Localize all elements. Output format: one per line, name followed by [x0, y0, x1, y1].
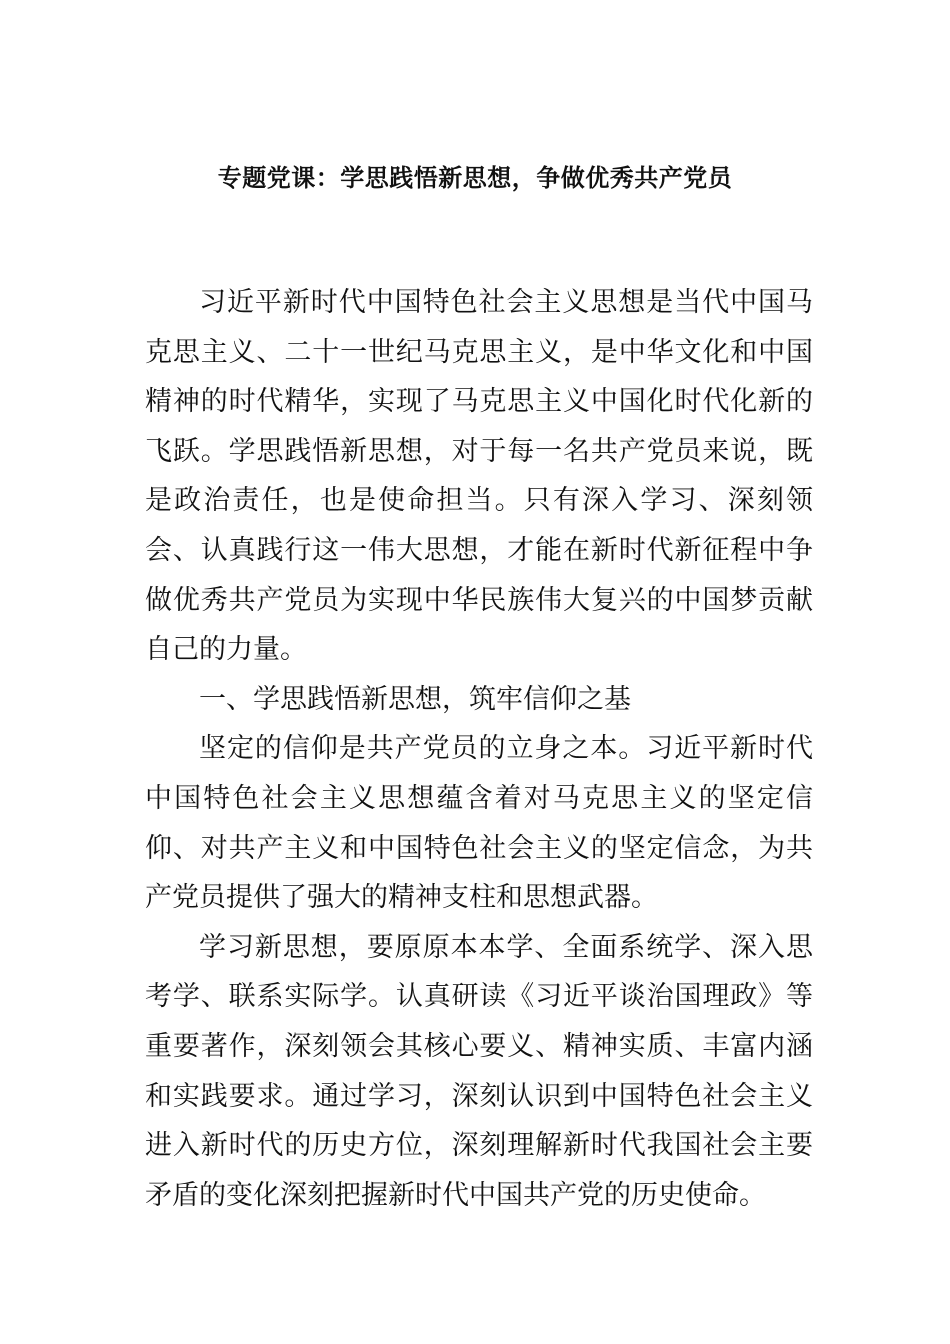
document-body [145, 278, 813, 1220]
paragraph-faith: 坚定的信仰是共产党员的立身之本。习近平新时代中国特色社会主义思想蕴含着对马克思主义的坚定信仰、对共产主义和中国特色社会主义的坚定信念，为共产党员提供了强大的精神支柱和思想武器。 [145, 733, 813, 914]
paragraph-intro: 习近平新时代中国特色社会主义思想是当代中国马克思主义、二十一世纪马克思主义，是中华文化和中国精神的时代精华，实现了马克思主义中国化时代化新的飞跃。学思践悟新思想，对于每一名共产党员来说，既是政治责任，也是使命担当。只有深入学习、深刻领会、认真践行这一伟大思想，才能在新时代新征程中争做优秀共产党员为实现中华民族伟大复兴的中国梦贡献自己的力量。 [145, 287, 813, 666]
section-heading-1: 一、学思践悟新思想，筑牢信仰之基 [199, 683, 631, 715]
paragraph-study: 学习新思想，要原原本本学、全面系统学、深入思考学、联系实际学。认真研读《习近平谈治国理政》等重要著作，深刻领会其核心要义、精神实质、丰富内涵和实践要求。通过学习，深刻认识到中国特色社会主义进入新时代的历史方位，深刻理解新时代我国社会主要矛盾的变化深刻把握新时代中国共产党的历史使命。 [145, 931, 813, 1211]
document-title: 专题党课：学思践悟新思想，争做优秀共产党员 [217, 164, 733, 192]
